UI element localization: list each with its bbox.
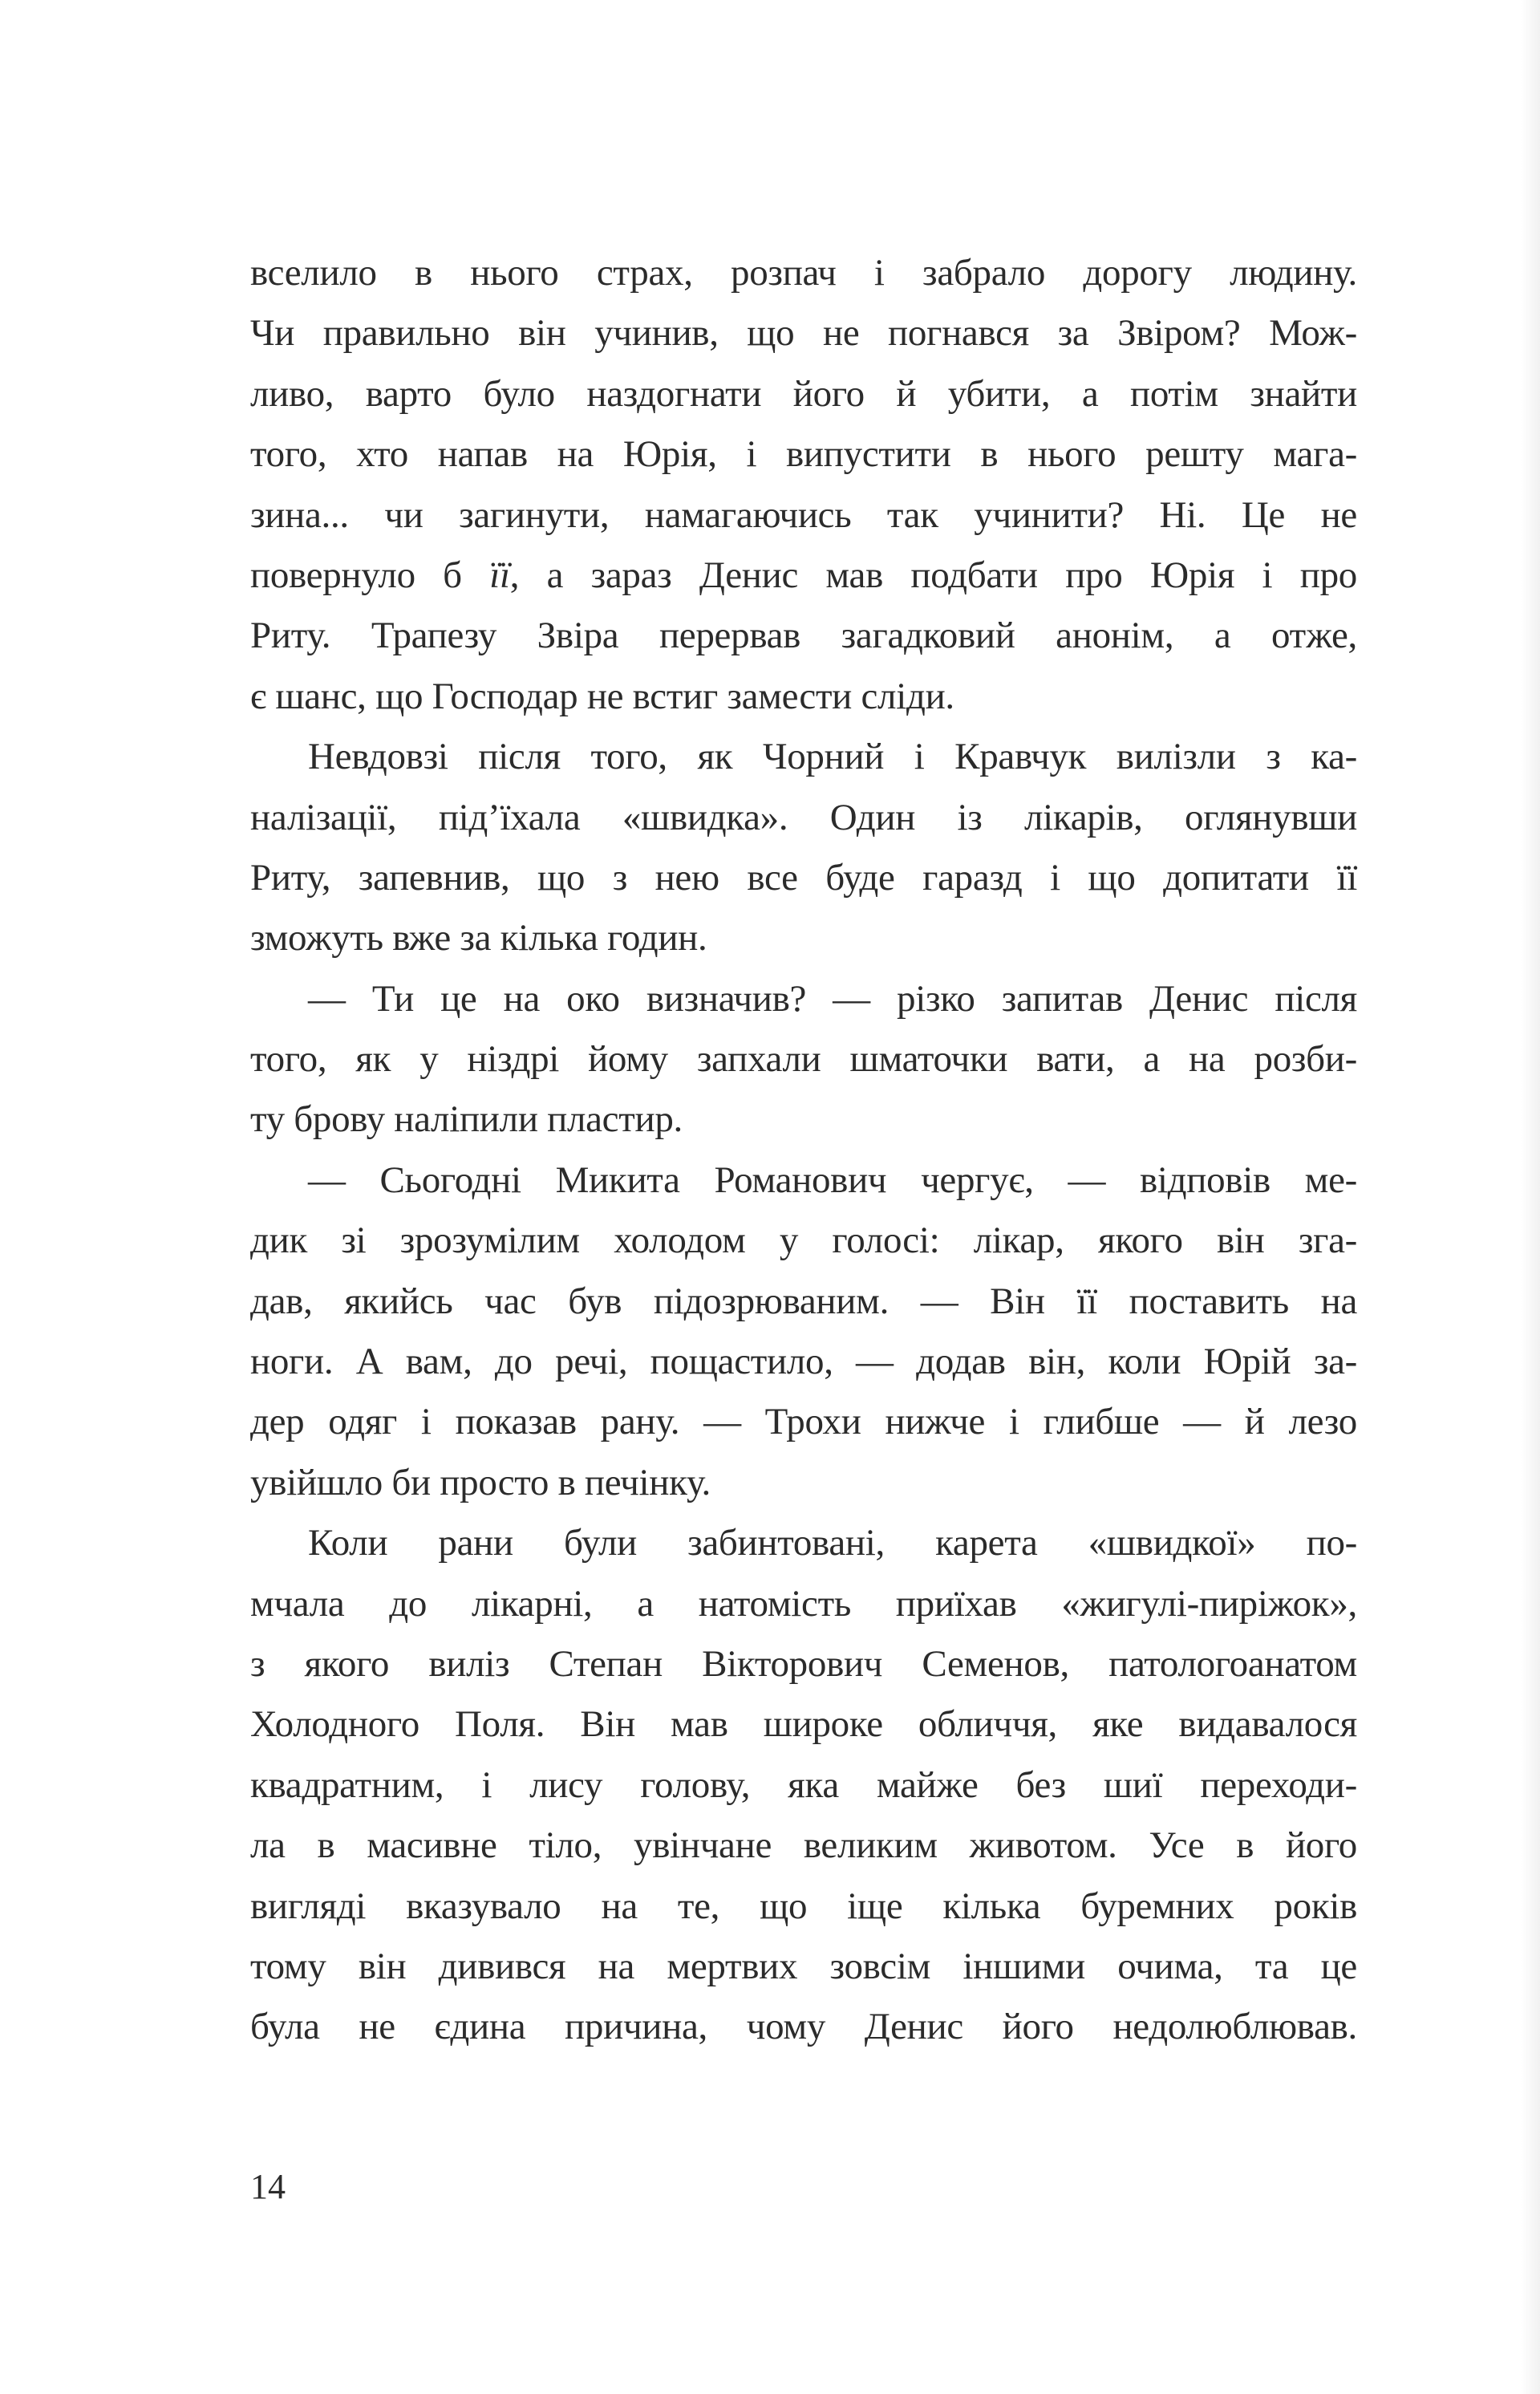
text-line: того, хто напав на Юрія, і випустити в нього решту мага- bbox=[250, 433, 1357, 476]
page-edge-shadow bbox=[1521, 0, 1540, 2394]
text-segment: повернуло б bbox=[250, 554, 490, 596]
text-line: є шанс, що Господар не встиг замести сліди. bbox=[250, 675, 954, 717]
paragraph-start-line: — Ти це на око визначив? — різко запитав Денис після bbox=[308, 977, 1357, 1020]
text-line: зможуть вже за кілька годин. bbox=[250, 917, 707, 960]
text-line: Чи правильно він учинив, що не погнався за Звіром? Мож- bbox=[250, 312, 1357, 355]
text-line: зина... чи загинути, намагаючись так учинити? Ні. Це не bbox=[250, 493, 1357, 536]
text-line: дер одяг і показав рану. — Трохи нижче і глибше — й лезо bbox=[250, 1401, 1357, 1443]
text-line: ла в масивне тіло, увінчане великим животом. Усе в його bbox=[250, 1824, 1357, 1867]
text-line: вселило в нього страх, розпач і забрало дорогу людину. bbox=[250, 252, 1357, 294]
text-line: того, як у ніздрі йому запхали шматочки вати, а на розби- bbox=[250, 1038, 1357, 1081]
paragraph-start-line: Коли рани були забинтовані, карета «швидкої» по- bbox=[308, 1522, 1357, 1564]
text-line: квадратним, і лису голову, яка майже без шиї переходи- bbox=[250, 1763, 1357, 1806]
text-line bbox=[250, 546, 1357, 606]
text-line: вигляді вказувало на те, що іще кілька буремних років bbox=[250, 1885, 1357, 1927]
text-line: була не єдина причина, чому Денис його недолюблював. bbox=[250, 2006, 1357, 2048]
text-line: мчала до лікарні, а натомість приїхав «жигулі-пиріжок», bbox=[250, 1582, 1357, 1625]
text-line: дик зі зрозумілим холодом у голосі: лікар, якого він зга- bbox=[250, 1219, 1357, 1262]
text-line: увійшло би просто в печінку. bbox=[250, 1461, 711, 1503]
paragraph-start-line: Невдовзі після того, як Чорний і Кравчук вилізли з ка- bbox=[308, 736, 1357, 778]
paragraph-start-line: — Сьогодні Микита Романович чергує, — відповів ме- bbox=[308, 1158, 1357, 1201]
text-line: ноги. А вам, до речі, пощастило, — додав він, коли Юрій за- bbox=[250, 1341, 1357, 1383]
text-line: Риту. Трапезу Звіра перервав загадковий анонім, а отже, bbox=[250, 615, 1357, 657]
italic-segment: її bbox=[489, 554, 510, 596]
text-line: Холодного Поля. Він мав широке обличчя, яке видавалося bbox=[250, 1703, 1357, 1746]
text-segment: , а зараз Денис мав подбати про Юрія і про bbox=[509, 554, 1357, 596]
page-number: 14 bbox=[250, 2167, 286, 2206]
text-line: ту брову наліпили пластир. bbox=[250, 1098, 683, 1141]
text-line: з якого виліз Степан Вікторович Семенов, патологоанатом bbox=[250, 1642, 1357, 1685]
text-line: ливо, варто було наздогнати його й убити, а потім знайти bbox=[250, 372, 1357, 415]
body-text bbox=[250, 243, 1357, 2058]
text-line: Риту, запевнив, що з нею все буде гаразд і що допитати її bbox=[250, 856, 1357, 899]
text-line: дав, якийсь час був підозрюваним. — Він її поставить на bbox=[250, 1280, 1357, 1322]
text-line: тому він дивився на мертвих зовсім іншими очима, та це bbox=[250, 1945, 1357, 1987]
text-line: налізації, під’їхала «швидка». Один із лікарів, оглянувши bbox=[250, 796, 1357, 838]
